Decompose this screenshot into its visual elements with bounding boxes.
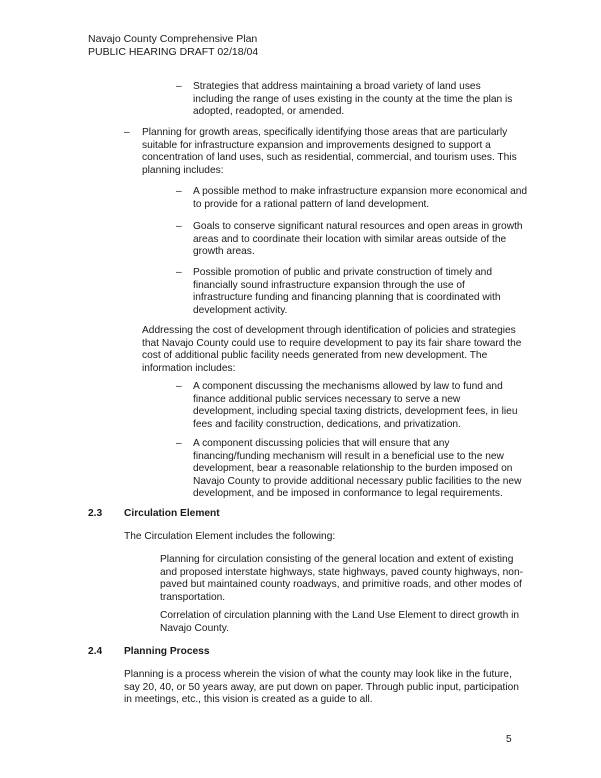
growth-subitem: Goals to conserve significant natural resources and open areas in growth areas and to coordinate their location with similar areas outside of the growth areas. [193, 221, 523, 257]
cost-of-development-paragraph: Addressing the cost of development through identification of policies and strategies that Navajo County could use to require development to pay its fair share toward the cost of additional public facility needs generated from new development. The information includes: [142, 325, 522, 374]
circulation-item: Planning for circulation consisting of the general location and extent of existing and proposed interstate highways, state highways, paved county highways, non-paved but maintained county roadways, and primitive roads, and other modes of transportation. [160, 554, 524, 603]
page-header [88, 33, 258, 58]
bullet-dash: – [176, 438, 182, 449]
page-number: 5 [506, 734, 512, 745]
section-title: Planning Process [124, 646, 210, 657]
bullet-dash: – [176, 381, 182, 392]
section-body: Planning is a process wherein the vision of what the county may look like in the future, say 20, 40, or 50 years away, are put down on paper. Through public input, participation in meetings, etc., this vision is created as a guide to all. [124, 669, 519, 705]
cost-subitem: A component discussing policies that will ensure that any financing/funding mechanism will result in a beneficial use to the new development, bear a reasonable relationship to the burden imposed on Navajo County to provide additional necessary public facilities to the new development, and be imposed in conformance to legal requirements. [193, 438, 522, 499]
circulation-item: Correlation of circulation planning with the Land Use Element to direct growth in Navajo County. [160, 610, 520, 634]
header-draft-label: PUBLIC HEARING DRAFT 02/18/04 [88, 45, 259, 58]
bullet-dash: – [176, 267, 182, 278]
header-plan-title: Navajo County Comprehensive Plan [88, 33, 258, 45]
bullet-dash: – [176, 221, 182, 232]
growth-subitem: Possible promotion of public and private construction of timely and financially sound infrastructure expansion through the use of infrastructure funding and financing planning that is coordinated with development activity. [193, 267, 501, 316]
bullet-dash: – [176, 81, 182, 92]
section-number: 2.4 [88, 646, 103, 657]
item-growth-areas: Planning for growth areas, specifically identifying those areas that are particularly suitable for infrastructure expansion and improvements designed to support a concentration of land uses, such as residential, commercial, and tourism uses. This planning includes: [142, 127, 517, 176]
section-intro: The Circulation Element includes the following: [124, 531, 336, 542]
section-title: Circulation Element [124, 508, 220, 519]
bullet-dash: – [176, 186, 182, 197]
growth-subitem: A possible method to make infrastructure expansion more economical and to provide for a rational pattern of land development. [193, 186, 528, 210]
cost-subitem: A component discussing the mechanisms allowed by law to fund and finance additional public services necessary to serve a new development, including special taxing districts, development fees, in lieu fees and facility construction, dedications, and privatization. [193, 381, 518, 430]
item-strategies: Strategies that address maintaining a broad variety of land uses including the range of uses existing in the county at the time the plan is adopted, readopted, or amended. [193, 81, 513, 117]
bullet-dash: – [124, 127, 130, 138]
section-number: 2.3 [88, 508, 103, 519]
